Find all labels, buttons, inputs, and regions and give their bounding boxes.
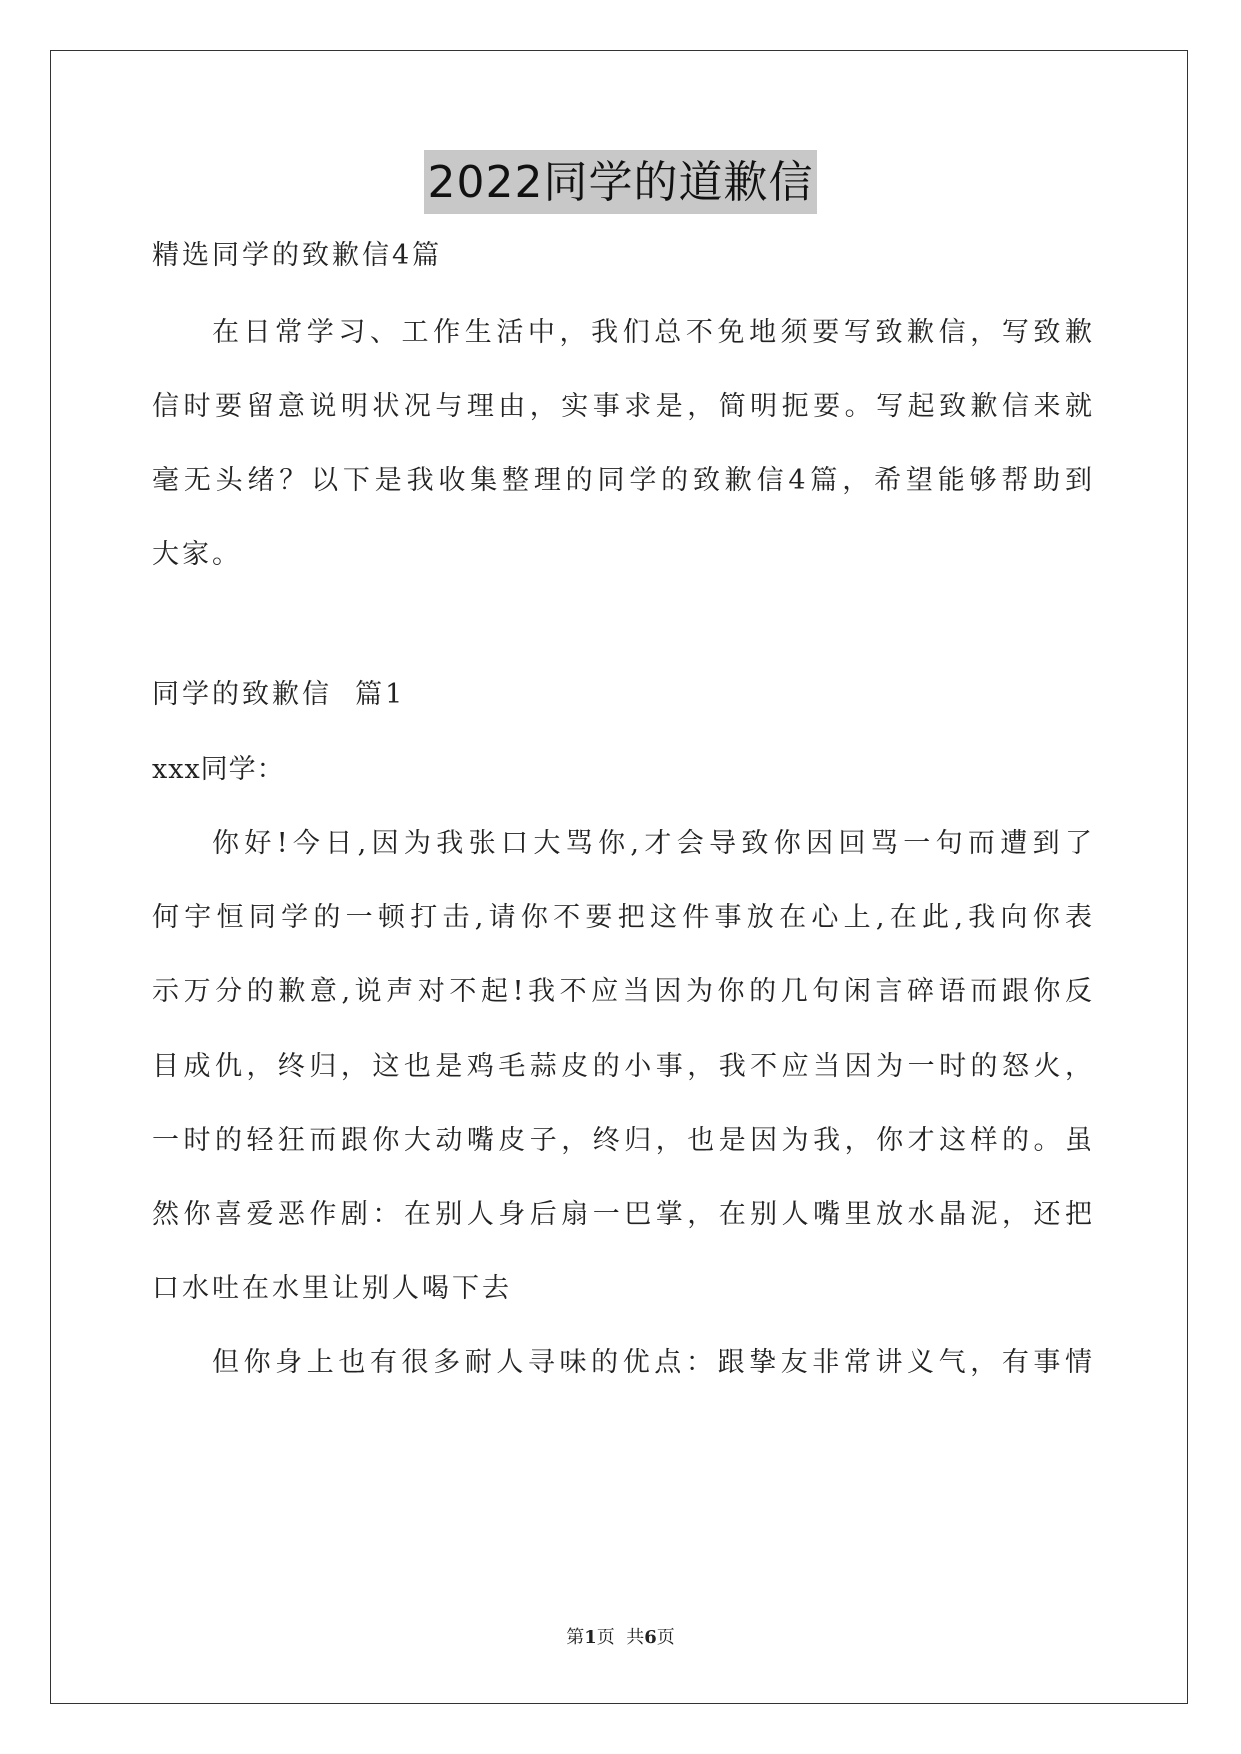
body-line: 示万分的歉意,说声对不起!我不应当因为你的几句闲言碎语而跟你反 bbox=[152, 976, 1092, 1007]
title-container bbox=[0, 150, 1241, 214]
footer-page-total: 6 bbox=[644, 1627, 657, 1648]
salutation: xxx同学： bbox=[152, 754, 285, 785]
page-border bbox=[50, 50, 1188, 1704]
body-line: 目成仇，终归，这也是鸡毛蒜皮的小事，我不应当因为一时的怒火， bbox=[152, 1051, 1092, 1082]
page-footer bbox=[0, 1626, 1241, 1650]
body-line: 然你喜爱恶作剧：在别人身后扇一巴掌，在别人嘴里放水晶泥，还把 bbox=[152, 1199, 1092, 1230]
document-subtitle: 精选同学的致歉信4篇 bbox=[152, 240, 443, 271]
intro-line: 在日常学习、工作生活中，我们总不免地须要写致歉信，写致歉 bbox=[212, 317, 1092, 348]
body-line: 但你身上也有很多耐人寻味的优点：跟挚友非常讲义气，有事情 bbox=[212, 1347, 1092, 1378]
body-line: 你好!今日,因为我张口大骂你,才会导致你因回骂一句而遭到了 bbox=[212, 828, 1092, 859]
body-line: 何宇恒同学的一顿打击,请你不要把这件事放在心上,在此,我向你表 bbox=[152, 902, 1092, 933]
footer-page-suffix: 页 bbox=[656, 1627, 675, 1648]
intro-line: 大家。 bbox=[152, 539, 242, 570]
intro-line: 毫无头绪？以下是我收集整理的同学的致歉信4篇，希望能够帮助到 bbox=[152, 465, 1092, 496]
section-heading: 同学的致歉信 篇1 bbox=[152, 679, 406, 710]
footer-page-prefix: 第 bbox=[566, 1627, 585, 1648]
document-title: 2022同学的道歉信 bbox=[424, 150, 818, 214]
body-line: 口水吐在水里让别人喝下去 bbox=[152, 1273, 512, 1304]
footer-page-number: 1 bbox=[584, 1627, 597, 1648]
footer-page-mid: 页 共 bbox=[596, 1627, 645, 1648]
body-line: 一时的轻狂而跟你大动嘴皮子，终归，也是因为我，你才这样的。虽 bbox=[152, 1125, 1092, 1156]
intro-line: 信时要留意说明状况与理由，实事求是，简明扼要。写起致歉信来就 bbox=[152, 391, 1092, 422]
